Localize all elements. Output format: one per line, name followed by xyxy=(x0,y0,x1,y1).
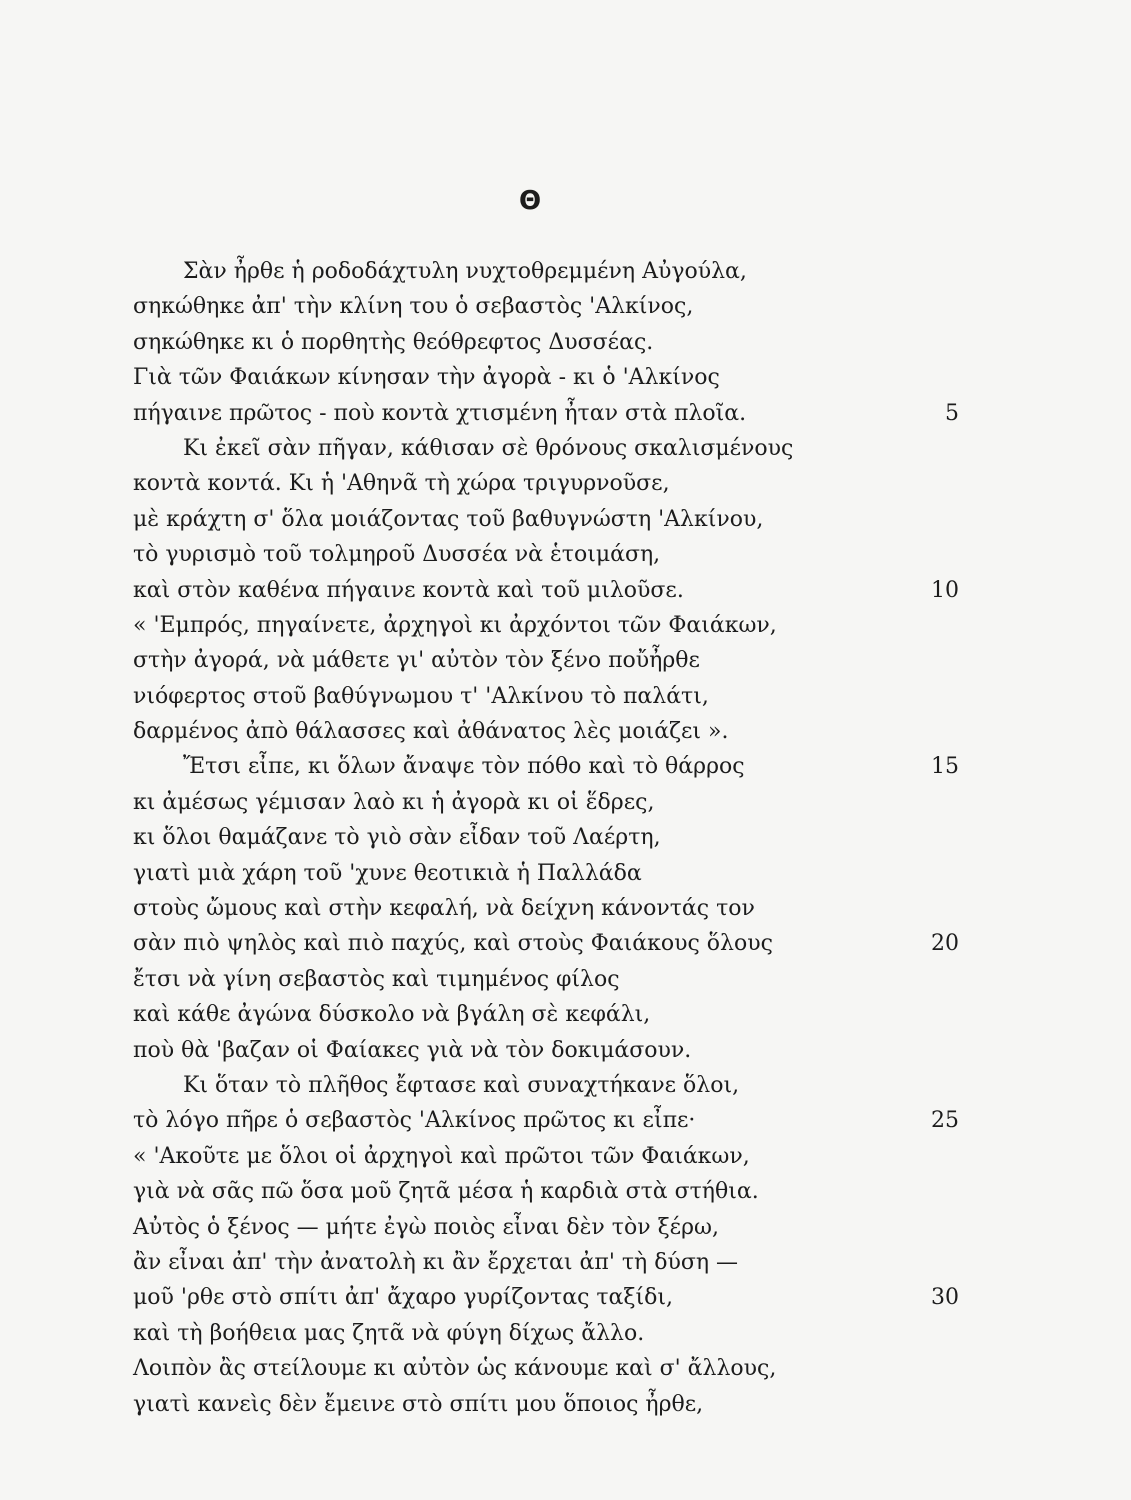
verse-line xyxy=(0,962,1131,997)
verse-text: σηκώθηκε κι ὁ πορθητὴς θεόθρεφτος Δυσσέας. xyxy=(133,329,654,355)
verse-line xyxy=(0,714,1131,749)
verse-line xyxy=(0,254,1131,289)
verse-text: Γιὰ τῶν Φαιάκων κίνησαν τὴν ἀγορὰ - κι ὁ 'Αλκίνος xyxy=(133,365,720,391)
verse-text: ποὺ θὰ 'βαζαν οἱ Φαίακες γιὰ νὰ τὸν δοκιμάσουν. xyxy=(133,1037,692,1063)
verse-number: 20 xyxy=(931,931,959,957)
verse-text: στὴν ἀγορά, νὰ μάθετε γι' αὐτὸν τὸν ξένο ποὔἦρθε xyxy=(133,648,700,674)
verse-text: « 'Ακοῦτε με ὅλοι οἱ ἀρχηγοὶ καὶ πρῶτοι τῶν Φαιάκων, xyxy=(133,1143,750,1169)
verse-number: 10 xyxy=(931,577,959,603)
verse-number: 25 xyxy=(931,1108,959,1134)
verse-line xyxy=(0,1174,1131,1209)
verse-text: τὸ γυρισμὸ τοῦ τολμηροῦ Δυσσέα νὰ ἑτοιμάση, xyxy=(133,542,661,568)
verse-text: κοντὰ κοντά. Κι ἡ 'Αθηνᾶ τὴ χώρα τριγυρνοῦσε, xyxy=(133,471,670,497)
verse-line xyxy=(0,643,1131,678)
verse-text: νιόφερτος στοῦ βαθύγνωμου τ' 'Αλκίνου τὸ παλάτι, xyxy=(133,683,709,709)
verse-text: τὸ λόγο πῆρε ὁ σεβαστὸς 'Αλκίνος πρῶτος κι εἶπε· xyxy=(133,1108,696,1134)
verse-text: σηκώθηκε ἀπ' τὴν κλίνη του ὁ σεβαστὸς 'Αλκίνος, xyxy=(133,294,694,320)
verse-text: Λοιπὸν ἂς στείλουμε κι αὐτὸν ὡς κάνουμε καὶ σ' ἄλλους, xyxy=(133,1356,777,1382)
verse-text: γιὰ νὰ σᾶς πῶ ὅσα μοῦ ζητᾶ μέσα ἡ καρδιὰ στὰ στήθια. xyxy=(133,1179,759,1205)
poem-body xyxy=(0,254,1131,1422)
verse-text: δαρμένος ἀπὸ θάλασσες καὶ ἀθάνατος λὲς μοιάζει ». xyxy=(133,719,729,745)
verse-text: πήγαινε πρῶτος - ποὺ κοντὰ χτισμένη ἦταν στὰ πλοῖα. xyxy=(133,400,747,426)
verse-text: καὶ κάθε ἀγώνα δύσκολο νὰ βγάλη σὲ κεφάλι, xyxy=(133,1002,651,1028)
verse-line xyxy=(0,926,1131,961)
verse-line xyxy=(0,997,1131,1032)
verse-text: καὶ τὴ βοήθεια μας ζητᾶ νὰ φύγη δίχως ἄλλο. xyxy=(133,1320,645,1346)
verse-line xyxy=(0,573,1131,608)
verse-line xyxy=(0,1068,1131,1103)
chapter-heading: Θ xyxy=(518,186,542,216)
verse-text: κι ὅλοι θαμάζανε τὸ γιὸ σὰν εἶδαν τοῦ Λαέρτη, xyxy=(133,825,661,851)
verse-text: ἔτσι νὰ γίνη σεβαστὸς καὶ τιμημένος φίλος xyxy=(133,966,620,992)
verse-line xyxy=(0,1103,1131,1138)
verse-line xyxy=(0,891,1131,926)
verse-line xyxy=(0,466,1131,501)
verse-text: Κι ὅταν τὸ πλῆθος ἔφτασε καὶ συναχτήκανε ὅλοι, xyxy=(183,1072,740,1098)
verse-text: Σὰν ἦρθε ἡ ροδοδάχτυλη νυχτοθρεμμένη Αὐγούλα, xyxy=(183,259,747,284)
verse-line xyxy=(0,820,1131,855)
verse-text: κι ἀμέσως γέμισαν λαὸ κι ἡ ἀγορὰ κι οἱ ἕδρες, xyxy=(133,789,655,815)
verse-text: γιατὶ μιὰ χάρη τοῦ 'χυνε θεοτικιὰ ἡ Παλλάδα xyxy=(133,860,642,886)
verse-line xyxy=(0,1139,1131,1174)
verse-line xyxy=(0,1316,1131,1351)
verse-line xyxy=(0,289,1131,324)
verse-line xyxy=(0,1245,1131,1280)
verse-line xyxy=(0,1351,1131,1386)
verse-line xyxy=(0,1387,1131,1422)
verse-line xyxy=(0,1280,1131,1315)
verse-text: μοῦ 'ρθε στὸ σπίτι ἀπ' ἄχαρο γυρίζοντας ταξίδι, xyxy=(133,1285,674,1311)
verse-text: σὰν πιὸ ψηλὸς καὶ πιὸ παχύς, καὶ στοὺς Φαιάκους ὅλους xyxy=(133,931,773,957)
verse-line xyxy=(0,396,1131,431)
verse-line xyxy=(0,785,1131,820)
verse-text: γιατὶ κανεὶς δὲν ἔμεινε στὸ σπίτι μου ὅποιος ἦρθε, xyxy=(133,1391,704,1417)
verse-number: 30 xyxy=(931,1285,959,1311)
verse-text: « 'Εμπρός, πηγαίνετε, ἀρχηγοὶ κι ἀρχόντοι τῶν Φαιάκων, xyxy=(133,612,777,638)
verse-line xyxy=(0,608,1131,643)
verse-text: στοὺς ὤμους καὶ στὴν κεφαλή, νὰ δείχνη κάνοντάς τον xyxy=(133,896,755,922)
verse-line xyxy=(0,431,1131,466)
verse-text: μὲ κράχτη σ' ὅλα μοιάζοντας τοῦ βαθυγνώστη 'Αλκίνου, xyxy=(133,506,764,532)
verse-line xyxy=(0,537,1131,572)
verse-text: Ἔτσι εἶπε, κι ὅλων ἄναψε τὸν πόθο καὶ τὸ θάρρος xyxy=(183,754,745,780)
verse-line xyxy=(0,360,1131,395)
verse-number: 5 xyxy=(945,400,959,426)
verse-text: καὶ στὸν καθένα πήγαινε κοντὰ καὶ τοῦ μιλοῦσε. xyxy=(133,577,684,603)
verse-text: Κι ἐκεῖ σὰν πῆγαν, κάθισαν σὲ θρόνους σκαλισμένους xyxy=(183,435,794,461)
verse-line xyxy=(0,679,1131,714)
verse-line xyxy=(0,856,1131,891)
verse-line xyxy=(0,325,1131,360)
verse-line xyxy=(0,1033,1131,1068)
verse-text: Αὐτὸς ὁ ξένος — μήτε ἐγὼ ποιὸς εἶναι δὲν τὸν ξέρω, xyxy=(133,1214,719,1240)
verse-text: ἂν εἶναι ἀπ' τὴν ἀνατολὴ κι ἂν ἔρχεται ἀπ' τὴ δύση — xyxy=(133,1249,739,1275)
verse-line xyxy=(0,1210,1131,1245)
verse-number: 15 xyxy=(931,754,959,780)
verse-line xyxy=(0,749,1131,784)
verse-line xyxy=(0,502,1131,537)
